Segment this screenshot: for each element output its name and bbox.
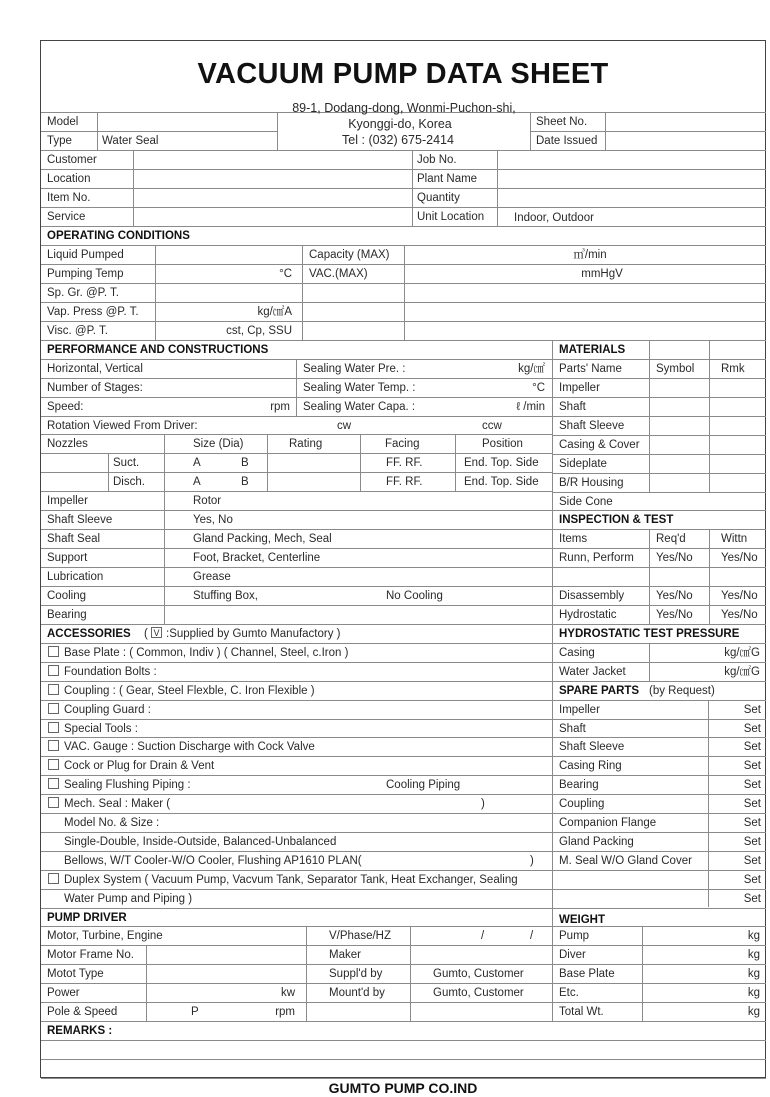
discharge-b: B — [241, 476, 249, 488]
materials-parts-name-header: Parts' Name — [559, 363, 622, 375]
rule-line — [41, 945, 766, 946]
rule-line — [552, 397, 766, 398]
type-value: Water Seal — [102, 135, 159, 147]
vap-press-label: Vap. Press @P. T. — [47, 306, 139, 318]
mech-seal-close-paren: ) — [481, 798, 485, 811]
coupling-guard-label: Coupling Guard : — [64, 703, 151, 716]
rule-line — [41, 813, 766, 814]
weight-unit: kg — [747, 949, 760, 962]
sealing-flushing-piping-checkbox[interactable] — [48, 778, 59, 789]
inspection-hydrostatic: Hydrostatic — [559, 609, 617, 621]
vac-label: VAC.(MAX) — [309, 268, 368, 280]
weight-item: Pump — [559, 930, 590, 943]
rule-line — [41, 453, 552, 454]
spare-part-item: Gland Packing — [559, 835, 634, 848]
rule-line — [41, 472, 552, 473]
rule-line — [41, 207, 766, 208]
discharge-position-value: End. Top. Side — [464, 476, 539, 488]
spare-part-set: Set — [743, 703, 761, 716]
weight-heading: WEIGHT — [559, 913, 605, 926]
power-label: Power — [47, 987, 80, 1000]
pole-rpm: rpm — [275, 1006, 295, 1018]
vap-press-unit: kg/㎠A — [257, 306, 292, 318]
rule-line — [41, 643, 766, 644]
vac-gauge-label: VAC. Gauge : Suction Discharge with Cock Valve — [64, 741, 315, 754]
rule-line — [41, 1002, 766, 1003]
page-title: VACUUM PUMP DATA SHEET — [197, 58, 609, 90]
motor-frame-label: Motor Frame No. — [47, 949, 134, 962]
weight-item: Base Plate — [559, 968, 615, 981]
pole-speed-label: Pole & Speed — [47, 1006, 118, 1018]
lubrication-value: Grease — [193, 571, 231, 583]
hydro-casing-label: Casing — [559, 646, 595, 659]
rule-line — [552, 567, 766, 568]
rule-line — [41, 169, 766, 170]
cooling-stuffing-box: Stuffing Box, — [193, 590, 258, 602]
spare-part-set: Set — [743, 779, 761, 792]
duplex-system-label: Duplex System ( Vacuum Pump, Vacvum Tank, Separator Tank, Heat Exchanger, Sealing — [64, 873, 518, 886]
rule-line — [552, 359, 766, 360]
suction-b: B — [241, 457, 249, 469]
suction-a: A — [193, 457, 201, 469]
sheet-no-label: Sheet No. — [536, 116, 588, 128]
column-divider — [302, 245, 303, 340]
rotation-ccw: ccw — [482, 420, 502, 432]
operating-conditions-heading: OPERATING CONDITIONS — [47, 230, 190, 242]
rule-line — [41, 624, 766, 625]
rotation-cw: cw — [337, 420, 352, 432]
materials-item: B/R Housing — [559, 477, 624, 489]
spare-parts-heading: SPARE PARTS — [559, 684, 640, 697]
address-line1: 89-1, Dodang-dong, Wonmi-Puchon-shi, — [292, 101, 516, 115]
discharge-label: Disch. — [113, 476, 145, 488]
motor-type-label: Motot Type — [47, 968, 104, 981]
coupling-label: Coupling : ( Gear, Steel Flexble, C. Iron Flexible ) — [64, 684, 315, 697]
nozzles-label: Nozzles — [47, 438, 88, 450]
rule-line — [552, 454, 766, 455]
column-divider — [605, 112, 606, 150]
rule-line — [41, 567, 552, 568]
liquid-pumped-label: Liquid Pumped — [47, 249, 124, 261]
accessories-note: :Supplied by Gumto Manufactory ) — [166, 628, 341, 640]
column-divider — [133, 150, 134, 226]
foundation-bolts-label: Foundation Bolts : — [64, 665, 157, 678]
rule-line — [41, 719, 766, 720]
rule-line — [41, 491, 552, 492]
mounted-by-value: Gumto, Customer — [433, 987, 524, 1000]
rule-line — [552, 529, 766, 530]
item-no-label: Item No. — [47, 192, 91, 204]
spare-part-set: Set — [743, 760, 761, 773]
cooling-piping-label: Cooling Piping — [386, 779, 461, 792]
weight-item: Diver — [559, 949, 586, 962]
column-divider — [410, 926, 411, 1021]
spare-part-item: Bearing — [559, 779, 599, 792]
shaft-seal-label: Shaft Seal — [47, 533, 101, 545]
discharge-facing-value: FF. RF. — [386, 476, 423, 488]
pumping-temp-label: Pumping Temp — [47, 268, 124, 280]
rule-line — [552, 586, 766, 587]
plant-name-label: Plant Name — [417, 173, 478, 185]
rating-header: Rating — [289, 438, 323, 450]
spare-part-item: Companion Flange — [559, 817, 657, 829]
visc-label: Visc. @P. T. — [47, 325, 108, 337]
bellows-close-paren: ) — [530, 854, 534, 867]
rule-line — [552, 492, 766, 493]
rule-line — [41, 605, 552, 606]
inspection-items-header: Items — [559, 533, 588, 545]
service-label: Service — [47, 211, 86, 223]
spare-part-set: Set — [743, 817, 761, 829]
coupling-guard-checkbox[interactable] — [48, 703, 59, 714]
sealing-water-capa-unit: ℓ /min — [516, 401, 545, 413]
discharge-a: A — [193, 476, 201, 488]
suction-label: Suct. — [113, 457, 140, 469]
inspection-disassembly: Disassembly — [559, 590, 625, 602]
rule-line — [552, 605, 766, 606]
accessories-open-paren: ( — [144, 628, 148, 640]
rule-line — [41, 1040, 766, 1041]
hydro-water-jacket-label: Water Jacket — [559, 665, 626, 678]
weight-unit: kg — [747, 968, 760, 981]
customer-label: Customer — [47, 154, 97, 166]
rule-line — [552, 435, 766, 436]
pole-p: P — [191, 1006, 199, 1018]
size-dia-header: Size (Dia) — [193, 438, 244, 450]
rule-line — [41, 510, 552, 511]
accessories-supplied-check-icon: V — [151, 627, 162, 638]
vac-gauge-checkbox[interactable] — [48, 740, 59, 751]
rule-line — [41, 889, 766, 890]
mech-seal-label: Mech. Seal : Maker ( — [64, 798, 171, 811]
sealing-water-capa-label: Sealing Water Capa. : — [303, 401, 416, 413]
materials-item: Side Cone — [559, 496, 613, 508]
sealing-water-temp-unit: °C — [532, 382, 545, 394]
spare-part-set: Set — [743, 835, 761, 848]
capacity-label: Capacity (MAX) — [309, 249, 390, 261]
rule-line — [41, 756, 766, 757]
speed-unit: rpm — [270, 401, 290, 413]
accessories-heading: ACCESSORIES — [47, 628, 131, 640]
facing-header: Facing — [385, 438, 420, 450]
supplied-by-label: Suppl'd by — [329, 968, 383, 981]
disassembly-reqd-value: Yes/No — [656, 590, 693, 602]
rule-line — [41, 983, 766, 984]
quantity-label: Quantity — [417, 192, 460, 204]
column-divider — [97, 112, 98, 150]
bearing-label: Bearing — [47, 609, 87, 621]
rule-line — [41, 775, 766, 776]
bellows-label: Bellows, W/T Cooler-W/O Cooler, Flushing AP1610 PLAN( — [64, 854, 362, 867]
type-label: Type — [47, 135, 72, 147]
address-line2: Kyonggi-do, Korea — [348, 117, 452, 131]
materials-item: Casing & Cover — [559, 439, 640, 451]
rule-line — [41, 794, 766, 795]
foundation-bolts-checkbox[interactable] — [48, 665, 59, 676]
spare-part-item: Shaft Sleeve — [559, 741, 625, 754]
rule-line — [41, 1078, 766, 1079]
rule-line — [41, 681, 766, 682]
pumping-temp-unit: °C — [279, 268, 292, 280]
hydro-water-jacket-unit: kg/㎠G — [724, 665, 760, 678]
rule-line — [41, 851, 766, 852]
rule-line — [41, 908, 766, 909]
vphase-hz-label: V/Phase/HZ — [329, 930, 391, 943]
horizontal-vertical-label: Horizontal, Vertical — [47, 363, 143, 375]
runn-reqd-value: Yes/No — [656, 552, 693, 564]
sealing-flushing-piping-label: Sealing Flushing Piping : — [64, 779, 191, 792]
weight-item: Total Wt. — [559, 1006, 604, 1018]
mech-seal-checkbox[interactable] — [48, 797, 59, 808]
duplex-system-checkbox[interactable] — [48, 873, 59, 884]
rotor-label: Rotor — [193, 495, 222, 507]
suction-facing-value: FF. RF. — [386, 457, 423, 469]
date-issued-label: Date Issued — [536, 135, 598, 147]
rule-line — [41, 1059, 766, 1060]
unit-location-value: Indoor, Outdoor — [514, 212, 594, 224]
rule-line — [41, 529, 552, 530]
single-double-label: Single-Double, Inside-Outside, Balanced-Unbalanced — [64, 835, 337, 848]
spare-part-item: M. Seal W/O Gland Cover — [559, 854, 692, 867]
sealing-water-pre-label: Sealing Water Pre. : — [303, 363, 406, 375]
rule-line — [41, 926, 766, 927]
job-no-label: Job No. — [417, 154, 457, 166]
sp-gr-label: Sp. Gr. @P. T. — [47, 287, 119, 299]
spare-parts-note: (by Request) — [649, 684, 715, 697]
rule-line — [41, 586, 552, 587]
spare-part-item: Casing Ring — [559, 760, 622, 773]
rule-line — [41, 1021, 766, 1022]
rule-line — [552, 416, 766, 417]
capacity-unit: ㎥/min — [573, 249, 607, 261]
vphase-slash-2: / — [530, 930, 534, 943]
lubrication-label: Lubrication — [47, 571, 104, 583]
shaft-sleeve-value: Yes, No — [193, 514, 233, 526]
cooling-none: No Cooling — [386, 590, 443, 602]
weight-unit: kg — [747, 930, 760, 943]
rule-line — [41, 548, 552, 549]
position-header: Position — [482, 438, 523, 450]
impeller-label: Impeller — [47, 495, 88, 507]
materials-item: Shaft — [559, 401, 586, 413]
column-divider — [649, 529, 650, 624]
materials-rmk-header: Rmk — [721, 363, 745, 375]
rule-line — [41, 226, 766, 227]
rule-line — [530, 131, 766, 132]
location-label: Location — [47, 173, 91, 185]
rule-line — [41, 188, 766, 189]
column-divider — [552, 908, 553, 1021]
rotation-label: Rotation Viewed From Driver: — [47, 420, 198, 432]
hydrostatic-reqd-value: Yes/No — [656, 609, 693, 621]
remarks-heading: REMARKS : — [47, 1024, 113, 1037]
column-divider — [267, 434, 268, 491]
inspection-reqd-header: Req'd — [656, 533, 686, 545]
materials-heading: MATERIALS — [559, 344, 626, 356]
runn-witn-value: Yes/No — [721, 552, 758, 564]
materials-item: Shaft Sleeve — [559, 420, 625, 432]
hydrostatic-witn-value: Yes/No — [721, 609, 758, 621]
duplex-system-label-cont: Water Pump and Piping ) — [64, 892, 193, 905]
spare-part-item: Shaft — [559, 722, 586, 735]
column-divider — [412, 150, 413, 226]
sealing-water-pre-unit: kg/㎠ — [518, 363, 545, 375]
speed-label: Speed: — [47, 401, 84, 413]
rule-line — [41, 832, 766, 833]
cock-or-plug-checkbox[interactable] — [48, 759, 59, 770]
column-divider — [709, 529, 710, 624]
weight-item: Etc. — [559, 987, 579, 1000]
column-divider — [455, 434, 456, 491]
rule-line — [41, 416, 552, 417]
weight-unit: kg — [747, 987, 760, 1000]
weight-unit: kg — [747, 1006, 760, 1018]
special-tools-checkbox[interactable] — [48, 722, 59, 733]
column-divider — [108, 453, 109, 491]
rule-line — [41, 870, 766, 871]
rule-line — [552, 510, 766, 511]
model-label: Model — [47, 116, 79, 128]
company-footer: GUMTO PUMP CO.IND — [328, 1080, 478, 1096]
rule-line — [552, 548, 766, 549]
vac-unit: mmHgV — [581, 268, 623, 280]
rule-line — [41, 150, 766, 151]
hydro-casing-unit: kg/㎠G — [724, 646, 760, 659]
spare-part-set: Set — [743, 892, 761, 905]
column-divider — [360, 434, 361, 491]
power-unit: kw — [280, 987, 295, 1000]
shaft-seal-value: Gland Packing, Mech, Seal — [193, 533, 332, 545]
spare-part-item: Coupling — [559, 798, 605, 811]
maker-label: Maker — [329, 949, 361, 962]
materials-item: Impeller — [559, 382, 600, 394]
number-of-stages-label: Number of Stages: — [47, 382, 143, 394]
support-value: Foot, Bracket, Centerline — [193, 552, 321, 564]
materials-item: Sideplate — [559, 458, 607, 470]
column-divider — [164, 434, 165, 624]
address-phone: Tel : (032) 675-2414 — [342, 133, 454, 147]
column-divider — [306, 926, 307, 1021]
inspection-runn-perform: Runn, Perform — [559, 552, 634, 564]
performance-heading: PERFORMANCE AND CONSTRUCTIONS — [47, 344, 269, 356]
special-tools-label: Special Tools : — [64, 722, 138, 735]
rule-line — [41, 434, 552, 435]
coupling-checkbox[interactable] — [48, 684, 59, 695]
inspection-witn-header: Wittn — [721, 533, 748, 545]
sealing-water-temp-label: Sealing Water Temp. : — [303, 382, 416, 394]
motor-turbine-engine-label: Motor, Turbine, Engine — [47, 930, 163, 943]
spare-part-set: Set — [743, 798, 761, 811]
rule-line — [41, 131, 278, 132]
supplied-by-value: Gumto, Customer — [433, 968, 524, 981]
disassembly-witn-value: Yes/No — [721, 590, 758, 602]
mounted-by-label: Mount'd by — [329, 987, 385, 1000]
spare-part-item: Impeller — [559, 703, 600, 716]
hydrostatic-pressure-heading: HYDROSTATIC TEST PRESSURE — [559, 628, 740, 640]
model-size-label: Model No. & Size : — [64, 817, 160, 829]
rule-line — [41, 340, 766, 341]
rule-line — [552, 473, 766, 474]
pump-driver-heading: PUMP DRIVER — [47, 911, 127, 924]
rule-line — [552, 378, 766, 379]
spare-part-set: Set — [743, 854, 761, 867]
column-divider — [552, 340, 553, 624]
inspection-test-heading: INSPECTION & TEST — [559, 514, 674, 526]
vphase-slash-1: / — [481, 930, 485, 943]
rule-line — [41, 700, 766, 701]
spare-part-set: Set — [743, 722, 761, 735]
rule-line — [41, 662, 766, 663]
materials-symbol-header: Symbol — [656, 363, 695, 375]
visc-unit: cst, Cp, SSU — [226, 325, 292, 337]
base-plate-label: Base Plate : ( Common, Indiv ) ( Channel, Steel, c.Iron ) — [64, 646, 349, 659]
column-divider — [497, 150, 498, 226]
cooling-label: Cooling — [47, 590, 86, 602]
spare-part-set: Set — [743, 741, 761, 754]
support-label: Support — [47, 552, 88, 564]
cock-or-plug-label: Cock or Plug for Drain & Vent — [64, 760, 215, 773]
shaft-sleeve-label: Shaft Sleeve — [47, 514, 113, 526]
unit-location-label: Unit Location — [417, 211, 485, 223]
base-plate-checkbox[interactable] — [48, 646, 59, 657]
suction-position-value: End. Top. Side — [464, 457, 539, 469]
rule-line — [41, 737, 766, 738]
rule-line — [41, 964, 766, 965]
spare-part-set: Set — [743, 873, 761, 886]
